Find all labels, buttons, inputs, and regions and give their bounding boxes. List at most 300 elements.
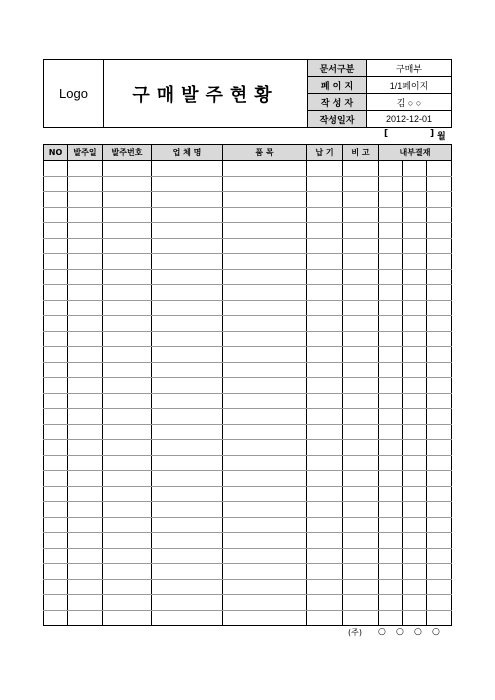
table-cell[interactable] (307, 378, 343, 394)
table-cell[interactable] (343, 455, 379, 471)
table-cell[interactable] (427, 161, 452, 177)
table-cell[interactable] (152, 238, 223, 254)
table-cell[interactable] (152, 579, 223, 595)
table-cell[interactable] (68, 517, 103, 533)
table-cell[interactable] (427, 471, 452, 487)
table-cell[interactable] (343, 378, 379, 394)
table-cell[interactable] (403, 207, 427, 223)
table-cell[interactable] (379, 502, 403, 518)
table-cell[interactable] (103, 176, 152, 192)
table-cell[interactable] (379, 347, 403, 363)
table-cell[interactable] (223, 564, 307, 580)
table-cell[interactable] (307, 579, 343, 595)
table-cell[interactable] (343, 285, 379, 301)
table-cell[interactable] (403, 347, 427, 363)
table-cell[interactable] (427, 517, 452, 533)
table-cell[interactable] (68, 533, 103, 549)
table-cell[interactable] (343, 362, 379, 378)
table-cell[interactable] (403, 486, 427, 502)
table-cell[interactable] (343, 347, 379, 363)
table-cell[interactable] (103, 517, 152, 533)
table-cell[interactable] (44, 161, 68, 177)
table-cell[interactable] (307, 548, 343, 564)
table-cell[interactable] (307, 517, 343, 533)
table-cell[interactable] (103, 285, 152, 301)
table-cell[interactable] (103, 579, 152, 595)
table-cell[interactable] (379, 362, 403, 378)
table-cell[interactable] (103, 424, 152, 440)
table-cell[interactable] (379, 269, 403, 285)
table-cell[interactable] (403, 393, 427, 409)
table-cell[interactable] (307, 471, 343, 487)
table-cell[interactable] (223, 409, 307, 425)
table-cell[interactable] (307, 486, 343, 502)
table-cell[interactable] (403, 517, 427, 533)
table-cell[interactable] (307, 393, 343, 409)
table-cell[interactable] (403, 254, 427, 270)
table-cell[interactable] (403, 269, 427, 285)
table-cell[interactable] (427, 362, 452, 378)
table-cell[interactable] (403, 502, 427, 518)
table-cell[interactable] (307, 269, 343, 285)
table-cell[interactable] (68, 440, 103, 456)
table-cell[interactable] (427, 331, 452, 347)
table-cell[interactable] (379, 455, 403, 471)
table-cell[interactable] (343, 548, 379, 564)
table-cell[interactable] (44, 269, 68, 285)
table-cell[interactable] (152, 331, 223, 347)
table-cell[interactable] (379, 285, 403, 301)
table-cell[interactable] (307, 440, 343, 456)
table-cell[interactable] (44, 300, 68, 316)
table-cell[interactable] (44, 223, 68, 239)
table-cell[interactable] (44, 378, 68, 394)
table-cell[interactable] (343, 610, 379, 626)
table-cell[interactable] (223, 579, 307, 595)
table-cell[interactable] (152, 254, 223, 270)
table-cell[interactable] (379, 192, 403, 208)
table-cell[interactable] (223, 517, 307, 533)
table-cell[interactable] (152, 362, 223, 378)
table-cell[interactable] (379, 564, 403, 580)
table-cell[interactable] (44, 393, 68, 409)
table-cell[interactable] (152, 548, 223, 564)
table-cell[interactable] (343, 424, 379, 440)
table-cell[interactable] (427, 269, 452, 285)
table-cell[interactable] (427, 455, 452, 471)
table-cell[interactable] (68, 300, 103, 316)
table-cell[interactable] (152, 440, 223, 456)
table-cell[interactable] (152, 409, 223, 425)
table-cell[interactable] (403, 579, 427, 595)
table-cell[interactable] (103, 486, 152, 502)
table-cell[interactable] (379, 440, 403, 456)
table-cell[interactable] (68, 238, 103, 254)
table-cell[interactable] (427, 564, 452, 580)
table-cell[interactable] (307, 455, 343, 471)
table-cell[interactable] (379, 176, 403, 192)
table-cell[interactable] (103, 269, 152, 285)
table-cell[interactable] (403, 533, 427, 549)
table-cell[interactable] (223, 455, 307, 471)
table-cell[interactable] (223, 610, 307, 626)
table-cell[interactable] (223, 533, 307, 549)
table-cell[interactable] (223, 285, 307, 301)
table-cell[interactable] (307, 176, 343, 192)
table-cell[interactable] (379, 393, 403, 409)
table-cell[interactable] (223, 254, 307, 270)
table-cell[interactable] (68, 486, 103, 502)
table-cell[interactable] (343, 238, 379, 254)
table-cell[interactable] (343, 564, 379, 580)
table-cell[interactable] (307, 161, 343, 177)
table-cell[interactable] (307, 424, 343, 440)
table-cell[interactable] (403, 455, 427, 471)
table-cell[interactable] (307, 316, 343, 332)
table-cell[interactable] (379, 238, 403, 254)
table-cell[interactable] (427, 502, 452, 518)
table-cell[interactable] (223, 161, 307, 177)
table-cell[interactable] (223, 238, 307, 254)
table-cell[interactable] (68, 564, 103, 580)
table-cell[interactable] (44, 579, 68, 595)
table-cell[interactable] (403, 285, 427, 301)
table-cell[interactable] (223, 424, 307, 440)
table-cell[interactable] (379, 254, 403, 270)
table-cell[interactable] (68, 502, 103, 518)
table-cell[interactable] (379, 424, 403, 440)
table-cell[interactable] (403, 161, 427, 177)
table-cell[interactable] (427, 409, 452, 425)
table-cell[interactable] (379, 548, 403, 564)
table-cell[interactable] (307, 409, 343, 425)
table-cell[interactable] (403, 424, 427, 440)
table-cell[interactable] (152, 610, 223, 626)
table-cell[interactable] (68, 223, 103, 239)
table-cell[interactable] (223, 300, 307, 316)
table-cell[interactable] (103, 564, 152, 580)
table-cell[interactable] (68, 269, 103, 285)
table-cell[interactable] (223, 269, 307, 285)
table-cell[interactable] (307, 300, 343, 316)
table-cell[interactable] (152, 316, 223, 332)
table-cell[interactable] (44, 285, 68, 301)
table-cell[interactable] (68, 207, 103, 223)
table-cell[interactable] (152, 455, 223, 471)
table-cell[interactable] (103, 595, 152, 611)
table-cell[interactable] (403, 378, 427, 394)
table-cell[interactable] (307, 223, 343, 239)
table-cell[interactable] (68, 347, 103, 363)
table-cell[interactable] (44, 347, 68, 363)
table-cell[interactable] (403, 223, 427, 239)
table-cell[interactable] (307, 610, 343, 626)
table-cell[interactable] (223, 192, 307, 208)
table-cell[interactable] (103, 455, 152, 471)
table-cell[interactable] (223, 207, 307, 223)
table-cell[interactable] (44, 331, 68, 347)
table-cell[interactable] (223, 595, 307, 611)
table-cell[interactable] (103, 161, 152, 177)
table-cell[interactable] (103, 440, 152, 456)
table-cell[interactable] (427, 254, 452, 270)
table-cell[interactable] (44, 207, 68, 223)
table-cell[interactable] (403, 548, 427, 564)
table-cell[interactable] (223, 378, 307, 394)
table-cell[interactable] (152, 300, 223, 316)
table-cell[interactable] (68, 378, 103, 394)
table-cell[interactable] (403, 564, 427, 580)
table-cell[interactable] (103, 238, 152, 254)
table-cell[interactable] (103, 192, 152, 208)
table-cell[interactable] (44, 564, 68, 580)
table-cell[interactable] (68, 548, 103, 564)
table-cell[interactable] (152, 285, 223, 301)
table-cell[interactable] (307, 502, 343, 518)
table-cell[interactable] (379, 300, 403, 316)
table-cell[interactable] (343, 331, 379, 347)
table-cell[interactable] (103, 254, 152, 270)
table-cell[interactable] (343, 533, 379, 549)
table-cell[interactable] (44, 176, 68, 192)
table-cell[interactable] (44, 440, 68, 456)
table-cell[interactable] (307, 285, 343, 301)
table-cell[interactable] (379, 207, 403, 223)
table-cell[interactable] (307, 331, 343, 347)
table-cell[interactable] (403, 471, 427, 487)
table-cell[interactable] (427, 223, 452, 239)
table-cell[interactable] (343, 300, 379, 316)
table-cell[interactable] (44, 471, 68, 487)
table-cell[interactable] (343, 161, 379, 177)
table-cell[interactable] (403, 238, 427, 254)
table-cell[interactable] (68, 409, 103, 425)
table-cell[interactable] (68, 393, 103, 409)
table-cell[interactable] (343, 223, 379, 239)
table-cell[interactable] (103, 207, 152, 223)
table-cell[interactable] (152, 564, 223, 580)
table-cell[interactable] (307, 564, 343, 580)
table-cell[interactable] (44, 595, 68, 611)
table-cell[interactable] (44, 424, 68, 440)
table-cell[interactable] (343, 254, 379, 270)
table-cell[interactable] (68, 610, 103, 626)
table-cell[interactable] (427, 347, 452, 363)
table-cell[interactable] (427, 533, 452, 549)
table-cell[interactable] (307, 533, 343, 549)
table-cell[interactable] (343, 471, 379, 487)
table-cell[interactable] (223, 316, 307, 332)
table-cell[interactable] (379, 316, 403, 332)
table-cell[interactable] (427, 579, 452, 595)
table-cell[interactable] (152, 595, 223, 611)
table-cell[interactable] (427, 176, 452, 192)
table-cell[interactable] (44, 362, 68, 378)
table-cell[interactable] (44, 502, 68, 518)
table-cell[interactable] (68, 285, 103, 301)
table-cell[interactable] (103, 409, 152, 425)
table-cell[interactable] (403, 440, 427, 456)
table-cell[interactable] (103, 223, 152, 239)
table-cell[interactable] (152, 393, 223, 409)
table-cell[interactable] (427, 440, 452, 456)
table-cell[interactable] (44, 486, 68, 502)
table-cell[interactable] (307, 595, 343, 611)
table-cell[interactable] (223, 223, 307, 239)
table-cell[interactable] (379, 161, 403, 177)
table-cell[interactable] (427, 548, 452, 564)
table-cell[interactable] (343, 176, 379, 192)
table-cell[interactable] (68, 192, 103, 208)
table-cell[interactable] (103, 393, 152, 409)
table-cell[interactable] (427, 595, 452, 611)
table-cell[interactable] (103, 548, 152, 564)
table-cell[interactable] (343, 517, 379, 533)
table-cell[interactable] (44, 533, 68, 549)
table-cell[interactable] (403, 331, 427, 347)
table-cell[interactable] (379, 471, 403, 487)
table-cell[interactable] (223, 362, 307, 378)
table-cell[interactable] (343, 207, 379, 223)
table-cell[interactable] (403, 192, 427, 208)
table-cell[interactable] (223, 486, 307, 502)
table-cell[interactable] (68, 595, 103, 611)
table-cell[interactable] (403, 300, 427, 316)
table-cell[interactable] (427, 207, 452, 223)
table-cell[interactable] (44, 254, 68, 270)
table-cell[interactable] (44, 517, 68, 533)
table-cell[interactable] (307, 362, 343, 378)
table-cell[interactable] (68, 176, 103, 192)
table-cell[interactable] (379, 223, 403, 239)
table-cell[interactable] (152, 471, 223, 487)
table-cell[interactable] (68, 424, 103, 440)
table-cell[interactable] (403, 409, 427, 425)
table-cell[interactable] (379, 610, 403, 626)
table-cell[interactable] (152, 517, 223, 533)
table-cell[interactable] (343, 409, 379, 425)
table-cell[interactable] (68, 471, 103, 487)
table-cell[interactable] (152, 192, 223, 208)
table-cell[interactable] (103, 347, 152, 363)
table-cell[interactable] (427, 424, 452, 440)
table-cell[interactable] (44, 238, 68, 254)
table-cell[interactable] (343, 192, 379, 208)
table-cell[interactable] (403, 595, 427, 611)
table-cell[interactable] (427, 316, 452, 332)
table-cell[interactable] (307, 347, 343, 363)
table-cell[interactable] (44, 316, 68, 332)
table-cell[interactable] (44, 610, 68, 626)
table-cell[interactable] (223, 176, 307, 192)
table-cell[interactable] (427, 285, 452, 301)
table-cell[interactable] (152, 378, 223, 394)
table-cell[interactable] (379, 579, 403, 595)
table-cell[interactable] (103, 378, 152, 394)
table-cell[interactable] (152, 533, 223, 549)
table-cell[interactable] (103, 300, 152, 316)
table-cell[interactable] (68, 362, 103, 378)
table-cell[interactable] (152, 486, 223, 502)
table-cell[interactable] (343, 269, 379, 285)
table-cell[interactable] (103, 316, 152, 332)
table-cell[interactable] (223, 502, 307, 518)
table-cell[interactable] (103, 331, 152, 347)
table-cell[interactable] (343, 579, 379, 595)
table-cell[interactable] (223, 440, 307, 456)
table-cell[interactable] (68, 161, 103, 177)
table-cell[interactable] (152, 347, 223, 363)
table-cell[interactable] (223, 393, 307, 409)
table-cell[interactable] (223, 347, 307, 363)
table-cell[interactable] (307, 207, 343, 223)
table-cell[interactable] (152, 223, 223, 239)
table-cell[interactable] (307, 254, 343, 270)
table-cell[interactable] (103, 471, 152, 487)
table-cell[interactable] (68, 254, 103, 270)
table-cell[interactable] (379, 486, 403, 502)
table-cell[interactable] (152, 161, 223, 177)
table-cell[interactable] (103, 502, 152, 518)
table-cell[interactable] (427, 378, 452, 394)
table-cell[interactable] (152, 269, 223, 285)
table-cell[interactable] (403, 610, 427, 626)
table-cell[interactable] (427, 300, 452, 316)
table-cell[interactable] (44, 548, 68, 564)
table-cell[interactable] (223, 548, 307, 564)
table-cell[interactable] (68, 331, 103, 347)
table-cell[interactable] (68, 455, 103, 471)
table-cell[interactable] (223, 471, 307, 487)
table-cell[interactable] (427, 393, 452, 409)
table-cell[interactable] (427, 610, 452, 626)
table-cell[interactable] (223, 331, 307, 347)
table-cell[interactable] (152, 176, 223, 192)
table-cell[interactable] (379, 533, 403, 549)
table-cell[interactable] (379, 517, 403, 533)
table-cell[interactable] (427, 486, 452, 502)
table-cell[interactable] (343, 316, 379, 332)
table-cell[interactable] (68, 316, 103, 332)
table-cell[interactable] (379, 409, 403, 425)
table-cell[interactable] (307, 238, 343, 254)
table-cell[interactable] (68, 579, 103, 595)
table-cell[interactable] (44, 409, 68, 425)
table-cell[interactable] (427, 192, 452, 208)
table-cell[interactable] (343, 393, 379, 409)
table-cell[interactable] (152, 502, 223, 518)
table-cell[interactable] (343, 595, 379, 611)
table-cell[interactable] (343, 440, 379, 456)
table-cell[interactable] (44, 455, 68, 471)
table-cell[interactable] (427, 238, 452, 254)
table-cell[interactable] (403, 316, 427, 332)
table-cell[interactable] (379, 595, 403, 611)
table-cell[interactable] (103, 533, 152, 549)
table-cell[interactable] (343, 502, 379, 518)
table-cell[interactable] (403, 362, 427, 378)
table-cell[interactable] (307, 192, 343, 208)
table-cell[interactable] (103, 362, 152, 378)
table-cell[interactable] (379, 331, 403, 347)
table-cell[interactable] (379, 378, 403, 394)
table-cell[interactable] (403, 176, 427, 192)
table-cell[interactable] (44, 192, 68, 208)
table-cell[interactable] (343, 486, 379, 502)
table-cell[interactable] (103, 610, 152, 626)
table-cell[interactable] (152, 207, 223, 223)
table-cell[interactable] (152, 424, 223, 440)
